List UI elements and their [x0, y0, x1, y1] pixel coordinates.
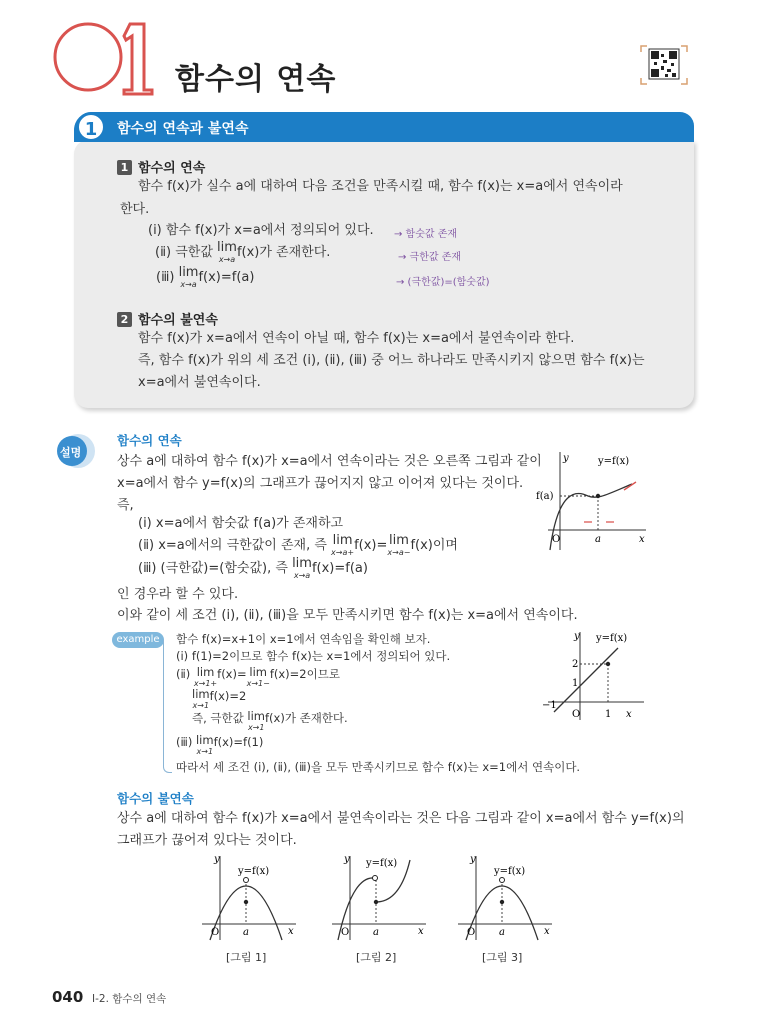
cond1: (ⅰ) 함수 f(x)가 x=a에서 정의되어 있다. [148, 223, 374, 238]
example-badge: example [112, 632, 164, 648]
ex3-lim1-sub: x→1+ [193, 679, 218, 688]
explain-line2: x=a에서 함수 y=f(x)의 그래프가 끊어지지 않고 이어져 있다는 것이다. [117, 476, 524, 491]
disc-head: 함수의 불연속 [117, 791, 194, 806]
item2-post: f(x)이며 [410, 538, 458, 553]
ex5-lim-word: lim [247, 709, 265, 723]
cond3-note: → (극한값)=(함숫값) [396, 277, 490, 288]
qr-code-icon[interactable] [637, 42, 691, 88]
eg-tick-2: 2 [572, 659, 579, 670]
f2-o: O [341, 927, 350, 938]
ex6-pre: (ⅲ) [176, 735, 193, 749]
cond3-pre: (ⅲ) [156, 270, 175, 285]
explain-line3: 즉, [117, 498, 134, 513]
cg-a: a [595, 534, 601, 545]
ex-line2: (ⅰ) f(1)=2이므로 함수 f(x)는 x=1에서 정의되어 있다. [176, 649, 451, 663]
f2-x: x [418, 926, 424, 937]
ex3-mid: f(x)= [217, 667, 247, 681]
footer-chapter-label: Ⅰ-2. 함수의 연속 [92, 993, 167, 1005]
ex5-lim [247, 710, 265, 734]
badge-1: 1 [117, 160, 132, 175]
explain-item3 [138, 558, 368, 582]
badge-2: 2 [117, 312, 132, 327]
subhead-continuity [117, 157, 205, 176]
ex4-lim [192, 688, 210, 712]
item3-lim-sub: x→a [293, 571, 311, 580]
ex5-pre: 즉, 극한값 [192, 711, 244, 725]
explain-item1: (ⅰ) x=a에서 함숫값 f(a)가 존재하고 [138, 516, 344, 531]
discontinuity-line2: 즉, 함수 f(x)가 위의 세 조건 (ⅰ), (ⅱ), (ⅲ) 중 어느 하나라도 만족시키지 않으면 함수 f(x)는 [138, 353, 645, 368]
explain-line5: 이와 같이 세 조건 (ⅰ), (ⅱ), (ⅲ)을 모두 만족시키면 함수 f(x)는 x=a에서 연속이다. [117, 608, 578, 623]
cond2-lim-word: lim [217, 240, 237, 255]
ex-line6 [176, 734, 263, 758]
ex4-lim-sub: x→1 [192, 701, 210, 710]
ex-line1: 함수 f(x)=x+1이 x=1에서 연속임을 확인해 보자. [176, 632, 431, 646]
f3-label: y=f(x) [494, 866, 526, 877]
f3-y: y [470, 854, 476, 865]
cond2 [155, 242, 330, 266]
section-title: 함수의 연속과 불연속 [117, 121, 249, 137]
eg-label: y=f(x) [596, 633, 628, 644]
cond3 [156, 267, 254, 291]
example-graph [540, 628, 650, 724]
f3-x: x [544, 926, 550, 937]
ex3-post: f(x)=2이므로 [269, 667, 340, 681]
ex-line4 [192, 688, 246, 712]
item2-lim1 [331, 535, 354, 559]
ex3-lim2 [247, 666, 270, 690]
item2-lim1-sub: x→a+ [331, 548, 355, 557]
disc-line2: 그래프가 끊어져 있다는 것이다. [117, 833, 297, 848]
item2-pre: (ⅱ) x=a에서의 극한값이 존재, 즉 [138, 538, 327, 553]
discontinuity-line3: x=a에서 불연속이다. [138, 375, 261, 390]
page-number: 040 [52, 988, 84, 1006]
ex6-post: f(x)=f(1) [213, 735, 264, 749]
cg-x: x [639, 534, 645, 545]
cond2-pre: (ⅱ) 극한값 [155, 245, 213, 260]
disc-line1: 상수 a에 대하여 함수 f(x)가 x=a에서 불연속이라는 것은 다음 그림과 같이 x=a에서 함수 y=f(x)의 [117, 811, 685, 826]
ex4-post: f(x)=2 [209, 689, 247, 703]
continuity-title: 함수의 연속 [138, 161, 206, 176]
ex3-lim2-word: lim [249, 665, 268, 679]
explain-head: 함수의 연속 [117, 433, 182, 448]
item2-lim2 [387, 535, 410, 559]
item3-post: f(x)=f(a) [311, 561, 368, 576]
eg-tick-m1: −1 [542, 700, 557, 711]
ex-line7: 따라서 세 조건 (ⅰ), (ⅱ), (ⅲ)을 모두 만족시키므로 함수 f(x)는 x=1에서 연속이다. [176, 760, 581, 774]
ex5-post: f(x)가 존재한다. [265, 711, 348, 725]
cond3-post: f(x)=f(a) [198, 270, 255, 285]
item3-lim [292, 558, 312, 582]
ex-line5 [192, 710, 348, 734]
f1-a: a [243, 927, 249, 938]
f2-label: y=f(x) [366, 858, 398, 869]
cond3-lim-word: lim [178, 265, 199, 280]
ex3-pre: (ⅱ) [176, 667, 191, 681]
item2-lim2-sub: x→a− [387, 548, 411, 557]
continuity-line1: 함수 f(x)가 실수 a에 대하여 다음 조건을 만족시킬 때, 함수 f(x)는 x=a에서 연속이라 [138, 179, 623, 194]
figure-3-caption: [그림 3] [482, 951, 523, 964]
ex6-lim-sub: x→1 [196, 747, 214, 756]
explain-line4: 인 경우라 할 수 있다. [117, 587, 239, 602]
eg-tick-1: 1 [572, 678, 579, 689]
eg-tick-x1: 1 [605, 709, 612, 720]
item2-lim2-word: lim [388, 533, 409, 548]
ex6-lim [196, 734, 214, 758]
cg-y: y [563, 453, 569, 464]
ex6-lim-word: lim [195, 733, 214, 747]
ex3-lim2-sub: x→1− [246, 679, 270, 688]
example-bracket [163, 640, 172, 773]
f3-a: a [499, 927, 505, 938]
chapter-number-graphic [48, 10, 158, 98]
cond3-lim [179, 267, 199, 291]
cond2-post: f(x)가 존재한다. [236, 245, 331, 260]
continuous-graph [536, 450, 648, 554]
f1-o: O [211, 927, 220, 938]
figure-2-graph [330, 852, 430, 942]
section-number: 1 [76, 112, 106, 142]
continuity-line2: 한다. [120, 202, 150, 217]
cond2-lim [217, 242, 237, 266]
figure-1-caption: [그림 1] [226, 951, 267, 964]
discontinuity-line1: 함수 f(x)가 x=a에서 연속이 아닐 때, 함수 f(x)는 x=a에서 불연속이라 한다. [138, 331, 575, 346]
chapter-title: 함수의 연속 [175, 62, 337, 97]
figure-1-graph [200, 852, 300, 942]
eg-x: x [626, 709, 632, 720]
ex3-lim1-word: lim [196, 665, 215, 679]
discontinuity-title: 함수의 불연속 [138, 313, 218, 328]
f3-o: O [467, 927, 476, 938]
item2-mid: f(x)= [354, 538, 388, 553]
explain-badge-label: 설명 [60, 446, 82, 459]
explain-line1: 상수 a에 대하여 함수 f(x)가 x=a에서 연속이라는 것은 오른쪽 그림과 같이 [117, 454, 542, 469]
cond2-note: → 극한값 존재 [398, 252, 462, 263]
f1-label: y=f(x) [238, 866, 270, 877]
cg-o: O [552, 534, 561, 545]
f1-y: y [214, 854, 220, 865]
cond2-lim-sub: x→a [218, 255, 236, 264]
cg-label: y=f(x) [598, 456, 630, 467]
item3-lim-word: lim [292, 556, 312, 571]
f2-y: y [344, 854, 350, 865]
cg-fa: f(a) [536, 491, 554, 502]
item2-lim1-word: lim [332, 533, 353, 548]
figure-2-caption: [그림 2] [356, 951, 397, 964]
subhead-discontinuity [117, 309, 218, 328]
f2-a: a [373, 927, 379, 938]
cond1-note: → 함숫값 존재 [394, 229, 458, 240]
f1-x: x [288, 926, 294, 937]
ex4-lim-word: lim [192, 687, 210, 701]
ex5-lim-sub: x→1 [247, 723, 265, 732]
figure-3-graph [456, 852, 556, 942]
eg-o: O [572, 709, 581, 720]
eg-y: y [574, 631, 580, 642]
cond3-lim-sub: x→a [180, 280, 197, 289]
item3-pre: (ⅲ) (극한값)=(함숫값), 즉 [138, 561, 288, 576]
